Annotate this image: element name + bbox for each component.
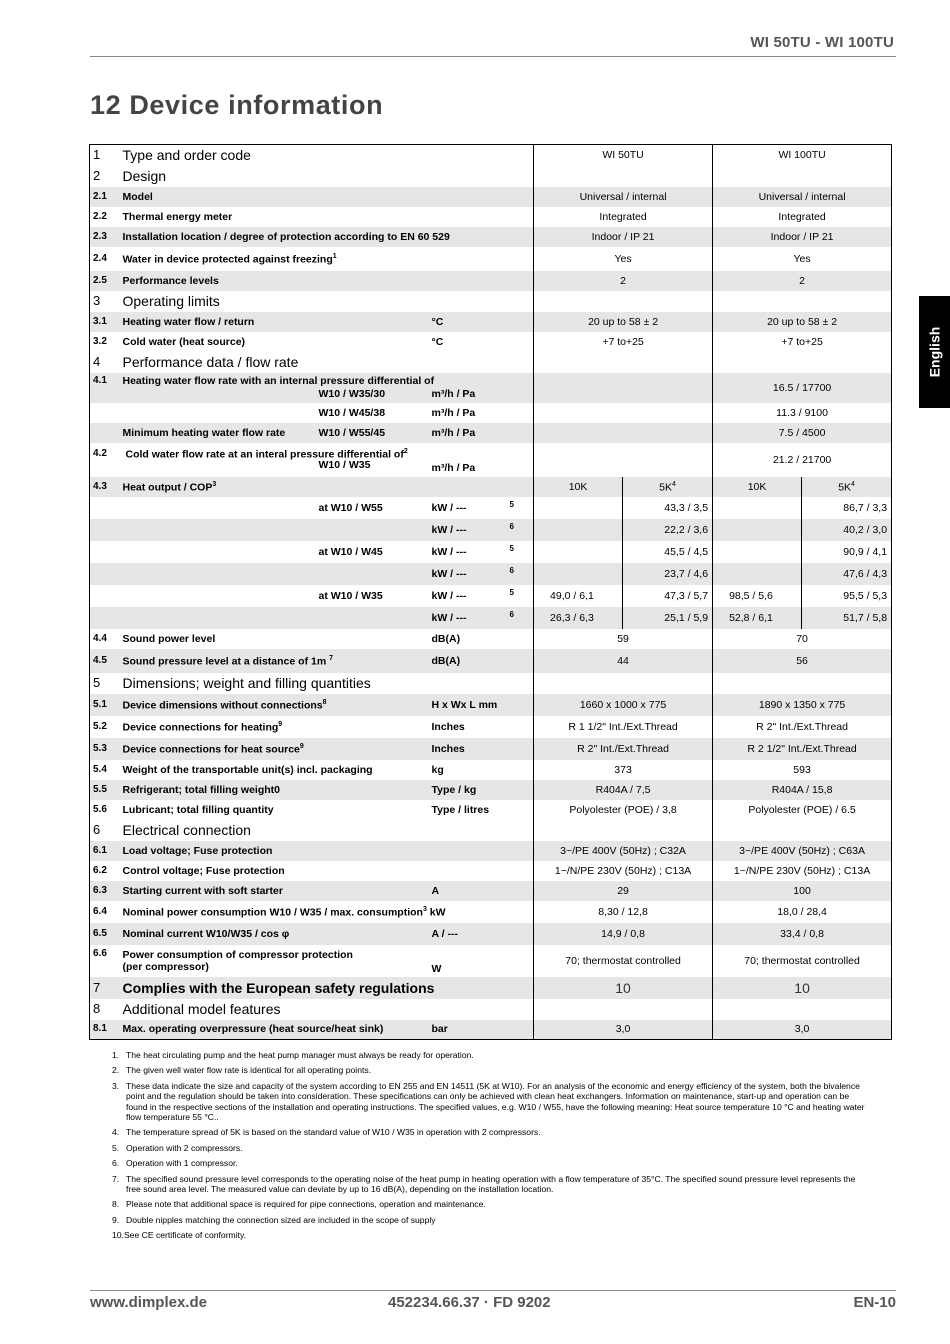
row-unit: °C (429, 312, 534, 332)
value-wi100-5k: 86,7 / 3,3 (802, 497, 892, 519)
value-wi100: 593 (713, 760, 892, 780)
value-wi100: Indoor / IP 21 (713, 227, 892, 247)
device-spec-table (89, 144, 892, 1040)
table-row-lubricant (90, 800, 892, 820)
value-wi50-5k: 23,7 / 4,6 (623, 563, 713, 585)
row-number: 8 (93, 1001, 101, 1016)
value-wi50: 3~/PE 400V (50Hz) ; C32A (534, 841, 713, 861)
value-wi50-5k: 22,2 / 3,6 (623, 519, 713, 541)
row-label: Load voltage; Fuse protection (120, 841, 534, 861)
row-number: 2.4 (93, 252, 107, 264)
value-wi100: 33,4 / 0,8 (713, 923, 892, 945)
footnote: 5. Operation with 2 compressors. (112, 1142, 243, 1153)
row-label: Nominal current W10/W35 / cos φ (120, 923, 429, 945)
value-wi100: Polyolester (POE) / 6.5 (713, 800, 892, 820)
value-wi50: 59 (534, 629, 713, 649)
row-number: 7 (90, 977, 120, 999)
table-row-dimensions (90, 673, 892, 694)
row-label: Installation location / degree of protection according to EN 60 529 (120, 227, 534, 247)
footer-divider (90, 1290, 896, 1291)
row-unit: kg (431, 763, 444, 776)
row-number: 2.3 (90, 227, 120, 247)
value-wi100: 21.2 / 21700 (713, 443, 892, 477)
table-row-starting-current (90, 881, 892, 901)
row-note: 6 (507, 519, 534, 541)
row-label: Device connections for heat source$^9$ (120, 738, 429, 760)
table-row-cop-w35-2comp (90, 585, 892, 607)
value-wi100: 70; thermostat controlled (713, 945, 892, 977)
row-number: 6 (93, 822, 101, 837)
value-wi50-5k: 25,1 / 5,9 (623, 607, 713, 629)
table-row-cop-w35-1comp (90, 607, 892, 629)
value-wi50: 1660 x 1000 x 775 (534, 694, 713, 716)
footer-page-number: EN-10 (853, 1294, 896, 1311)
table-row-cold-water (90, 332, 892, 352)
value-wi100: Integrated (713, 207, 892, 227)
table-row-heat-output-cop (90, 477, 892, 497)
row-unit: m³/h / Pa (431, 461, 476, 474)
row-number: 6.1 (90, 841, 120, 861)
value-wi50: Yes (534, 247, 713, 271)
row-unit: H x Wx L mm (429, 694, 534, 716)
row-number: 6.6 (93, 947, 107, 959)
row-condition: W10 / W55/45 (316, 423, 429, 443)
section-label: Type and order code (122, 147, 251, 164)
row-unit: W (431, 962, 442, 975)
value-wi100-5k: 95,5 / 5,3 (802, 585, 892, 607)
row-label: Lubricant; total filling quantity (122, 803, 274, 816)
row-note: 6 (507, 607, 534, 629)
value-wi100-5k: 90,9 / 4,1 (802, 541, 892, 563)
table-row-freezing (90, 247, 892, 271)
value-wi100: 10 (713, 977, 892, 999)
value-wi100: 7.5 / 4500 (713, 423, 892, 443)
row-number: 4.4 (93, 632, 107, 644)
table-row-safety (90, 977, 892, 999)
value-wi50: 70; thermostat controlled (534, 945, 713, 977)
row-label: Control voltage; Fuse protection (122, 864, 285, 877)
row-label: Heat output / COP$^3$ (120, 477, 534, 497)
header-divider (90, 56, 896, 57)
value-wi100: R404A / 15,8 (713, 780, 892, 800)
row-unit: Type / kg (429, 780, 534, 800)
row-label: Power consumption of compressor protection (per compressor) (122, 948, 353, 973)
footnotes (112, 1050, 872, 1246)
value-wi100: 3,0 (713, 1020, 892, 1040)
value-wi100-5k: 40,2 / 3,0 (802, 519, 892, 541)
row-condition: W10 / W35/30 (318, 387, 386, 400)
section-label: Performance data / flow rate (122, 354, 299, 370)
table-row-refrigerant (90, 780, 892, 800)
row-number: 5.1 (90, 694, 120, 716)
table-row-performance-data (90, 352, 892, 373)
row-number: 5 (93, 675, 101, 690)
table-row-cop-w55-1comp (90, 519, 892, 541)
row-label: Device dimensions without connections$^8$ (120, 694, 429, 716)
table-row-weight (90, 760, 892, 780)
row-number: 1 (93, 147, 101, 163)
row-label: Heating water flow / return (120, 312, 429, 332)
value-wi100: 100 (713, 881, 892, 901)
value-wi50: WI 50TU (534, 145, 713, 166)
section-label: Dimensions; weight and filling quantities (122, 675, 371, 691)
row-number: 3 (93, 293, 101, 308)
row-number: 6.5 (90, 923, 120, 945)
value-wi50-5k: 47,3 / 5,7 (623, 585, 713, 607)
value-wi50: R404A / 7,5 (534, 780, 713, 800)
table-row-additional-features (90, 999, 892, 1020)
row-number: 5.2 (93, 720, 107, 732)
row-number: 5.4 (93, 763, 107, 775)
row-number: 5.6 (93, 803, 107, 815)
table-row-max-overpressure (90, 1020, 892, 1040)
value-wi50: Indoor / IP 21 (534, 227, 713, 247)
value-wi100: 20 up to 58 ± 2 (713, 312, 892, 332)
value-wi50: 3,0 (534, 1020, 713, 1040)
row-number: 6.2 (93, 864, 107, 876)
table-row-load-voltage (90, 841, 892, 861)
value-wi100: Yes (713, 247, 892, 271)
row-condition: at W10 / W45 (318, 545, 383, 558)
footnote: 10. See CE certificate of conformity. (112, 1230, 247, 1241)
value-wi50: 44 (534, 649, 713, 673)
row-number: 6.4 (93, 905, 107, 917)
row-unit: kW / --- (431, 589, 467, 602)
table-row-operating-limits (90, 291, 892, 312)
value-wi100: WI 100TU (713, 145, 892, 166)
row-note: 5 (509, 499, 514, 509)
row-number: 8.1 (90, 1020, 120, 1040)
row-unit: m³/h / Pa (431, 387, 476, 400)
row-note: 5 (509, 543, 514, 553)
row-unit: A (429, 881, 534, 901)
language-tab-label: English (926, 326, 943, 378)
value-wi50: R 1 1/2" Int./Ext.Thread (534, 716, 713, 738)
row-unit: kW / --- (431, 501, 467, 514)
value-wi50: 20 up to 58 ± 2 (534, 312, 713, 332)
row-label: Device connections for heating$^9$ (122, 721, 283, 734)
row-label: Performance levels (120, 271, 534, 291)
value-wi100-10k: 52,8 / 6,1 (713, 607, 802, 629)
row-number: 3.2 (93, 335, 107, 347)
value-wi50-10k: 49,0 / 6,1 (534, 585, 623, 607)
table-row-energy-meter (90, 207, 892, 227)
value-wi100: 11.3 / 9100 (713, 403, 892, 423)
row-condition: W10 / W45/38 (318, 406, 386, 419)
value-wi50: Integrated (534, 207, 713, 227)
value-wi50: 1~/N/PE 230V (50Hz) ; C13A (534, 861, 713, 881)
row-number: 4.1 (90, 373, 120, 403)
row-number: 5.3 (90, 738, 120, 760)
table-row-model (90, 187, 892, 207)
row-condition: at W10 / W35 (318, 589, 383, 602)
row-unit: kW / --- (429, 519, 507, 541)
value-wi50: 29 (534, 881, 713, 901)
section-label: Operating limits (122, 293, 220, 309)
footer-doc-number: 452234.66.37 · FD 9202 (388, 1294, 551, 1311)
table-row-cop-w45-2comp (90, 541, 892, 563)
table-row-performance-levels (90, 271, 892, 291)
row-unit: m³/h / Pa (431, 406, 476, 419)
row-note: 5 (509, 587, 514, 597)
value-wi100: 70 (713, 629, 892, 649)
row-unit: kW / --- (431, 545, 467, 558)
row-number: 2.1 (90, 187, 120, 207)
header-5k-wi50: $5K^4$ (623, 477, 713, 497)
row-label: Cold water (heat source) (122, 335, 246, 348)
table-row-control-voltage (90, 861, 892, 881)
row-number: 5.5 (90, 780, 120, 800)
row-unit: m³/h / Pa (429, 423, 534, 443)
table-row-design (90, 166, 892, 187)
row-label: Thermal energy meter (122, 210, 233, 223)
row-unit: °C (431, 335, 444, 348)
value-wi100: 18,0 / 28,4 (713, 901, 892, 923)
row-label: Model (120, 187, 534, 207)
section-label: Electrical connection (122, 822, 251, 838)
table-row-electrical (90, 820, 892, 841)
row-label: Sound pressure level at a distance of 1m $^7$ (120, 649, 429, 673)
value-wi100: +7 to+25 (713, 332, 892, 352)
value-wi50-10k: 26,3 / 6,3 (534, 607, 623, 629)
value-wi100: Universal / internal (713, 187, 892, 207)
value-wi50: 8,30 / 12,8 (534, 901, 713, 923)
value-wi100-10k: 98,5 / 5,6 (713, 585, 802, 607)
page-title: 12 Device information (90, 90, 384, 120)
row-unit: Inches (429, 738, 534, 760)
table-row-device-dimensions (90, 694, 892, 716)
table-row-cold-water-flow-rate (90, 443, 892, 477)
value-wi100: 3~/PE 400V (50Hz) ; C63A (713, 841, 892, 861)
row-unit: dB(A) (429, 649, 534, 673)
row-note: 6 (507, 563, 534, 585)
footnote: 1. The heat circulating pump and the heat pump manager must always be ready for operation. (112, 1050, 474, 1060)
table-row-heating-flow-rate-w45 (90, 403, 892, 423)
row-unit: kW / --- (429, 563, 507, 585)
value-wi50: 2 (534, 271, 713, 291)
section-label: Complies with the European safety regulations (120, 977, 534, 999)
table-row-heating-flow-rate (90, 373, 892, 403)
table-row-nominal-current (90, 923, 892, 945)
value-wi50: 373 (534, 760, 713, 780)
value-wi50: +7 to+25 (534, 332, 713, 352)
footer-website-link[interactable]: www.dimplex.de (90, 1294, 207, 1311)
header-10k-wi50: 10K (534, 477, 623, 497)
row-number: 6.3 (90, 881, 120, 901)
table-row-type-order (90, 145, 892, 166)
row-number: 2.2 (93, 210, 107, 222)
value-wi50-5k: 43,3 / 3,5 (623, 497, 713, 519)
row-label: Minimum heating water flow rate (120, 423, 316, 443)
row-number: 2.5 (90, 271, 120, 291)
value-wi100-5k: 51,7 / 5,8 (802, 607, 892, 629)
row-unit: Type / litres (431, 803, 490, 816)
row-label: Nominal power consumption W10 / W35 / max. consumption$^3$ kW (122, 906, 446, 919)
row-label: Weight of the transportable unit(s) incl. packaging (122, 763, 373, 776)
table-row-sound-pressure (90, 649, 892, 673)
table-row-cop-w45-1comp (90, 563, 892, 585)
row-number: 4.5 (90, 649, 120, 673)
value-wi100: 56 (713, 649, 892, 673)
table-row-connections-source (90, 738, 892, 760)
table-row-compressor-protection (90, 945, 892, 977)
row-number: 3.1 (90, 312, 120, 332)
footnote: 7. The specified sound pressure level corresponds to the operating noise of the heat pump in heating operation with a flow temperature of 35°C. The specified sound pressure level represents the free sound area level. The measured value can deviate by up to 16 dB(A), depending on the installation location. (112, 1173, 856, 1195)
row-label: Max. operating overpressure (heat source/heat sink) (120, 1020, 429, 1040)
row-condition: W10 / W35 (318, 458, 371, 471)
table-row-cop-w55-2comp (90, 497, 892, 519)
footnote: 3. These data indicate the size and capacity of the system according to EN 255 and EN 14511 (5K at W10). For an analysis of the economic and energy efficiency of the system, both the bivalence point and the regulation should be taken into consideration. These specifications can only be achieved with clean heat exchangers. Information on maintenance, start-up and operation can be found in the respective sections of the installation and operating instructions. The specified values, e.g. W10 / W55, have the following meaning: Heat source temperature 10 °C and heating water flow temperature 55 °C.. (112, 1080, 865, 1123)
table-row-sound-power (90, 629, 892, 649)
row-label: Starting current with soft starter (120, 881, 429, 901)
table-row-power-consumption (90, 901, 892, 923)
section-label: Design (122, 168, 167, 184)
row-unit: kW / --- (429, 607, 507, 629)
footnote: 2. The given well water flow rate is identical for all operating points. (112, 1065, 372, 1076)
section-label: Additional model features (122, 1001, 281, 1017)
table-row-installation (90, 227, 892, 247)
value-wi50: R 2" Int./Ext.Thread (534, 738, 713, 760)
row-label: Heating water flow rate with an internal pressure differential of W10 / W35/30 m³/h / Pa (120, 373, 534, 403)
row-number: 4.3 (90, 477, 120, 497)
footnote: 8. Please note that additional space is required for pipe connections, operation and maintenance. (112, 1199, 486, 1210)
value-wi100: R 2 1/2" Int./Ext.Thread (713, 738, 892, 760)
row-label: Sound power level (122, 632, 216, 645)
value-wi50: Universal / internal (534, 187, 713, 207)
footnote: 4. The temperature spread of 5K is based on the standard value of W10 / W35 in operation with 2 compressors. (112, 1127, 541, 1138)
header-title: WI 50TU - WI 100TU (750, 34, 894, 51)
footnote: 6. Operation with 1 compressor. (112, 1158, 238, 1169)
value-wi100-5k: 47,6 / 4,3 (802, 563, 892, 585)
header-10k-wi100: 10K (713, 477, 802, 497)
value-wi100: 16.5 / 17700 (713, 373, 892, 403)
row-number: 4.2 (93, 447, 107, 459)
header-5k-wi100: $5K^4$ (802, 477, 892, 497)
table-row-connections-heating (90, 716, 892, 738)
row-condition: at W10 / W55 (318, 501, 383, 514)
row-unit: A / --- (429, 923, 534, 945)
table-row-heating-flow (90, 312, 892, 332)
value-wi100: 2 (713, 271, 892, 291)
value-wi100: 1~/N/PE 230V (50Hz) ; C13A (713, 861, 892, 881)
row-number: 4 (93, 354, 101, 369)
row-unit: bar (429, 1020, 534, 1040)
language-tab[interactable] (919, 296, 950, 408)
value-wi50: 10 (534, 977, 713, 999)
row-unit: Inches (431, 720, 465, 733)
row-number: 2 (93, 168, 101, 183)
row-label: Refrigerant; total filling weight0 (120, 780, 429, 800)
value-wi50: 14,9 / 0,8 (534, 923, 713, 945)
row-unit: dB(A) (431, 632, 461, 645)
table-row-min-heating-flow (90, 423, 892, 443)
row-label: Cold water flow rate at an interal pressure differential $of^2$ W10 / W35 m³/h / Pa (125, 447, 476, 474)
value-wi50-5k: 45,5 / 4,5 (623, 541, 713, 563)
value-wi50: Polyolester (POE) / 3,8 (534, 800, 713, 820)
value-wi100: R 2" Int./Ext.Thread (713, 716, 892, 738)
value-wi100: 1890 x 1350 x 775 (713, 694, 892, 716)
footnote: 9. Double nipples matching the connection sized are included in the scope of supply (112, 1214, 436, 1225)
row-label: Water in device protected against freezing$^1$ (122, 253, 337, 266)
